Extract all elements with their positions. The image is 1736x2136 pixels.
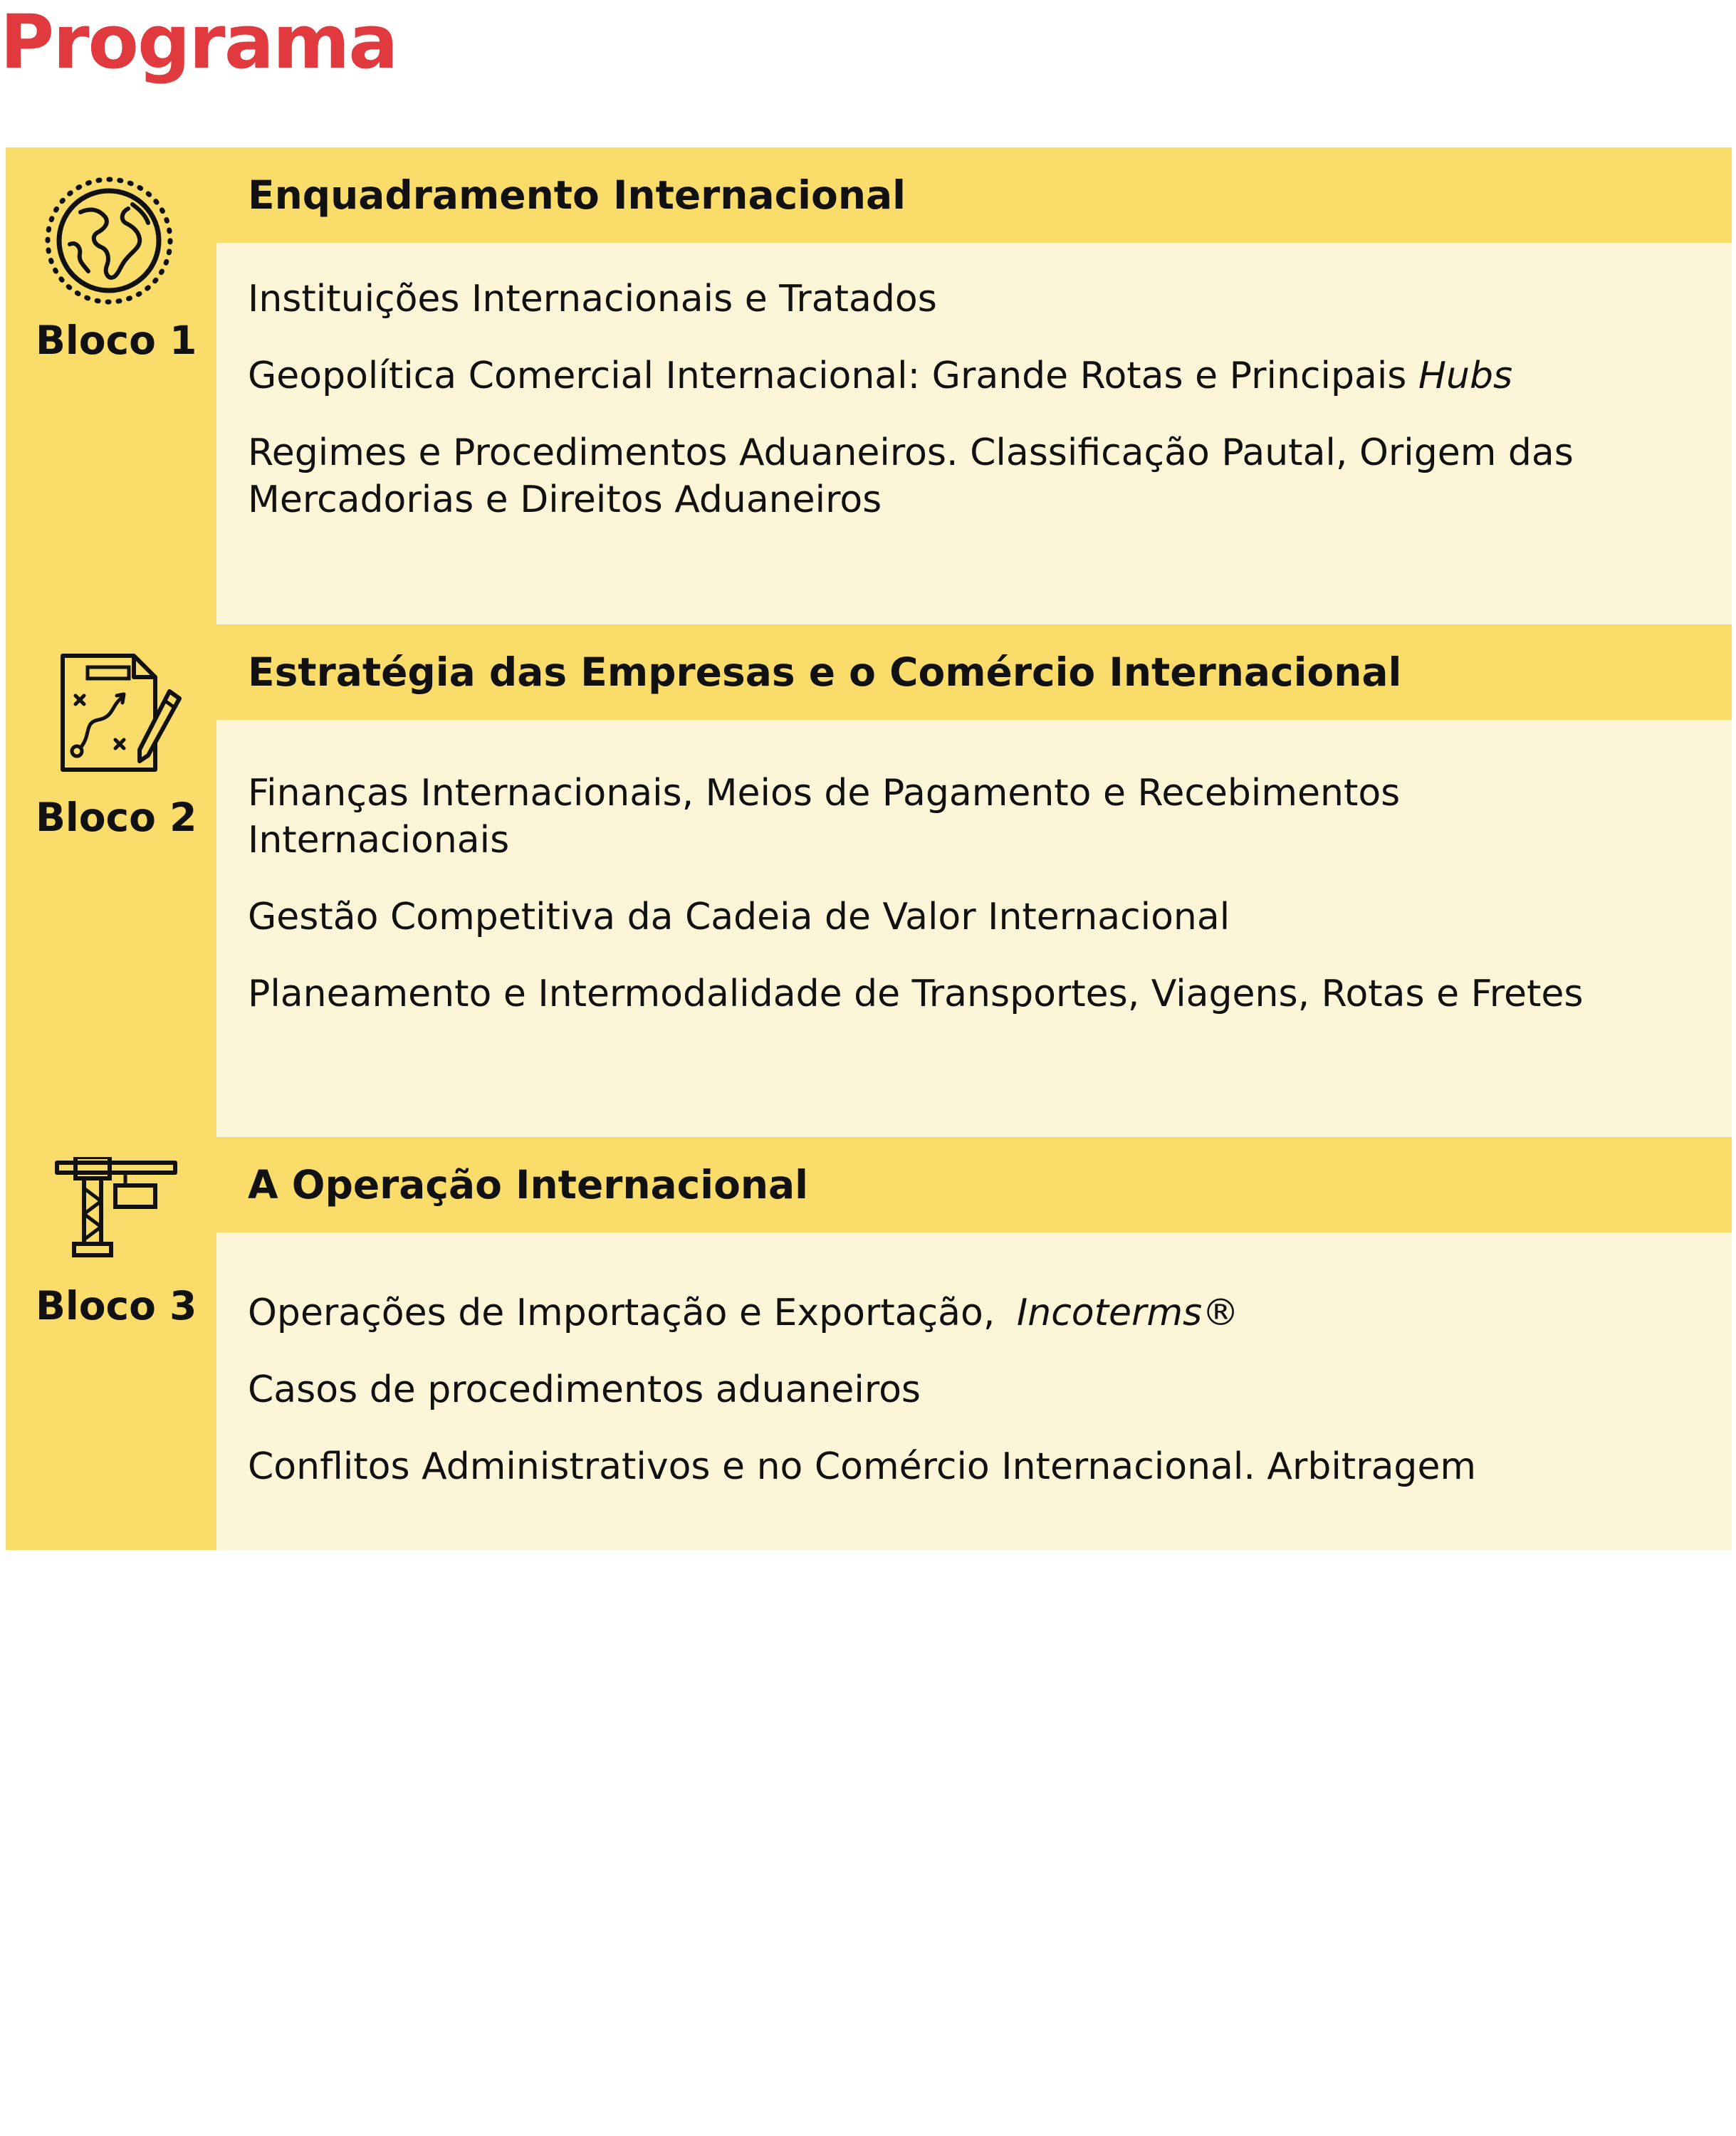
bloco-3-item-1-italic: Incoterms®	[1016, 1292, 1240, 1334]
bloco-2-item-1: Finanças Internacionais, Meios de Pagamento e Recebimentos Internacionais	[248, 772, 1401, 862]
bloco-3-item-1-text: Operações de Importação e Exportação,	[248, 1292, 1007, 1334]
bloco-2-heading: Estratégia das Empresas e o Comércio Internacional	[248, 649, 1402, 695]
bloco-1-item-2	[248, 352, 1715, 399]
bloco-1-item-3: Regimes e Procedimentos Aduaneiros. Classificação Pautal, Origem das Mercadorias e Direitos Aduaneiros	[248, 431, 1574, 521]
bloco-1-label: Bloco 1	[36, 318, 197, 363]
bloco-3	[6, 1137, 1732, 1550]
bloco-3-content	[216, 1232, 1732, 1550]
page-title: Programa	[0, 0, 397, 85]
bloco-2-item-3: Planeamento e Intermodalidade de Transportes, Viagens, Rotas e Fretes	[248, 973, 1584, 1015]
bloco-1-item-2-text: Geopolítica Comercial Internacional: Grande Rotas e Principais	[248, 355, 1418, 397]
bloco-2-item-2: Gestão Competitiva da Cadeia de Valor Internacional	[248, 896, 1230, 938]
bloco-2-content	[216, 720, 1732, 1137]
bloco-1-header	[216, 147, 1732, 243]
bloco-2	[6, 624, 1732, 1137]
bloco-3-heading: A Operação Internacional	[248, 1162, 808, 1208]
crane-icon	[53, 1157, 181, 1264]
bloco-3-label: Bloco 3	[36, 1283, 197, 1329]
globe-icon	[41, 173, 177, 308]
bloco-3-item-2: Casos de procedimentos aduaneiros	[248, 1368, 921, 1411]
bloco-2-header	[216, 624, 1732, 720]
bloco-1-item-2-italic: Hubs	[1418, 355, 1513, 397]
strategy-map-icon	[48, 649, 184, 777]
bloco-3-header	[216, 1137, 1732, 1232]
bloco-3-item-3: Conflitos Administrativos e no Comércio Internacional. Arbitragem	[248, 1445, 1477, 1488]
bloco-1-content	[216, 243, 1732, 624]
bloco-1-item-1: Instituições Internacionais e Tratados	[248, 278, 937, 320]
bloco-2-label: Bloco 2	[36, 795, 197, 840]
bloco-3-item-1	[248, 1289, 1715, 1336]
bloco-1-heading: Enquadramento Internacional	[248, 172, 906, 218]
bloco-1	[6, 147, 1732, 624]
